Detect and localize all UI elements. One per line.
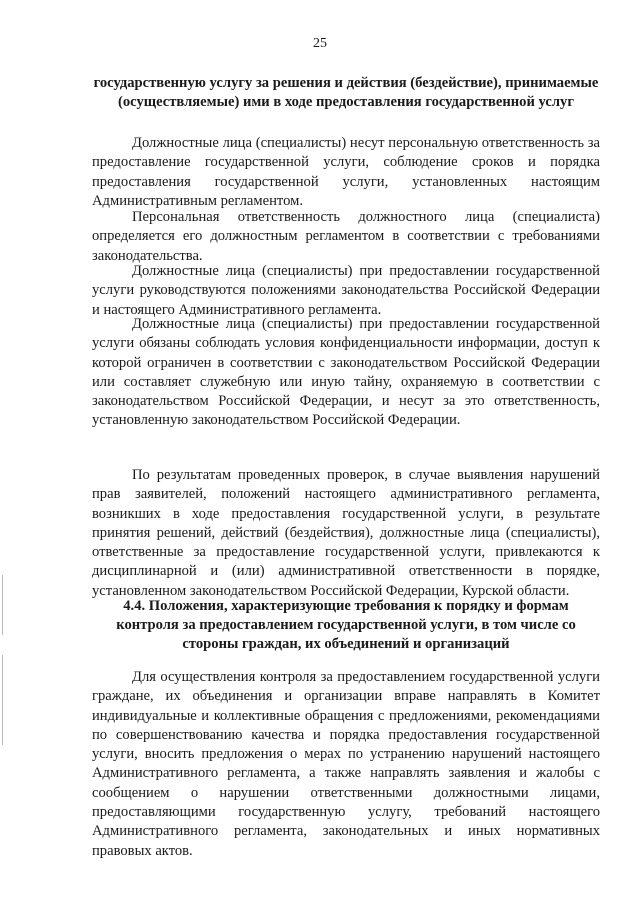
section-heading-4-4: 4.4. Положения, характеризующие требования к порядку и формам контроля за предоставлением государственной услуги, в том числе со стороны граждан, их объединений и организаций [116,598,576,652]
paragraph-inspection-results: По результатам проведенных проверок, в случае выявления нарушений прав заявителей, положений настоящего административного регламента, возникших в ходе предоставления государственной услуги, в результате принятия решений, действий (бездействия), должностные лица (специалисты), ответственные за предоставление государственной услуги, привлекаются к дисциплинарной и (или) административной ответственности в порядке, установленном законодательством Российской Федерации, Курской области. [92,467,600,599]
scan-margin-mark [2,575,3,635]
paragraph-responsibility: Должностные лица (специалисты) несут персональную ответственность за предоставление государственной услуги, соблюдение сроков и порядка предоставления государственной услуги, установленных настоящим Административным регламентом. [92,135,600,209]
scan-margin-mark [2,655,3,745]
page-number: 25 [313,36,327,51]
paragraph-legislation-guidance: Должностные лица (специалисты) при предоставлении государственной услуги руководствуются положениями законодательства Российской Федерации и настоящего Административного регламента. [92,263,600,318]
paragraph-personal-responsibility: Персональная ответственность должностного лица (специалиста) определяется его должностным регламентом в соответствии с требованиями законодательства. [92,209,600,264]
section-heading-continued: государственную услугу за решения и действия (бездействие), принимаемые (осуществляемые) ими в ходе предоставления государственной услуг [93,75,599,110]
paragraph-citizen-control: Для осуществления контроля за предоставлением государственной услуги граждане, их объединения и организации вправе направлять в Комитет индивидуальные и коллективные обращения с предложениями, рекомендациями по совершенствованию качества и порядка предоставления государственной услуги, вносить предложения о мерах по устранению нарушений настоящего Административного регламента, а также направлять заявления и жалобы с сообщением о нарушении ответственными должностными лицами, предоставляющими государственную услугу, требований настоящего Административного регламента, законодательных и иных нормативных правовых актов. [92,669,600,859]
paragraph-confidentiality: Должностные лица (специалисты) при предоставлении государственной услуги обязаны соблюдать условия конфиденциальности информации, доступ к которой ограничен в соответствии с законодательством Российской Федерации или составляет служебную или иную тайну, охраняемую в соответствии с законодательством Российской Федерации, и несут за это ответственность, установленную законодательством Российской Федерации. [92,316,600,429]
